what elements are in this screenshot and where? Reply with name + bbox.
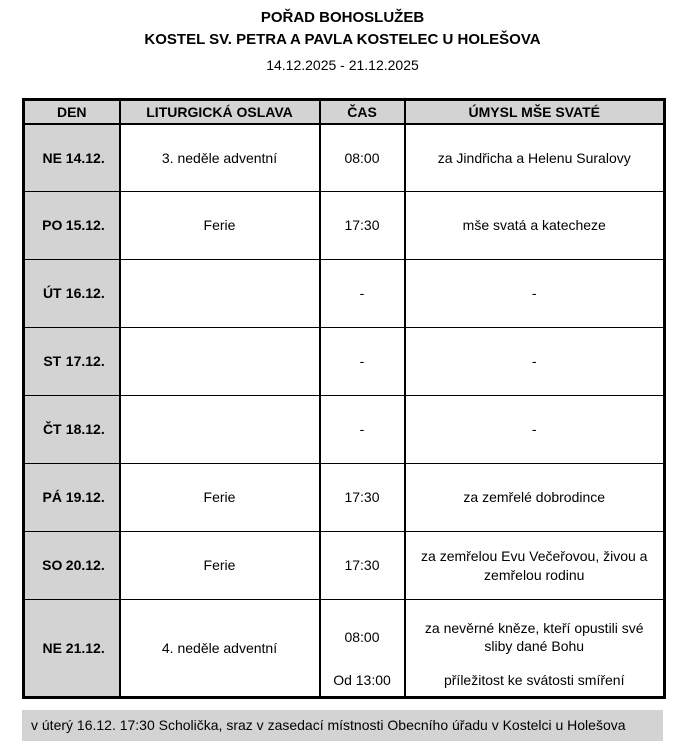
table-row: [24, 464, 665, 532]
day-abbrev: PÁ: [42, 489, 62, 506]
celebration-cell: [120, 260, 320, 328]
day-abbrev: PO: [42, 217, 63, 234]
column-header-day: DEN: [24, 99, 120, 124]
day-date: 14.12.: [65, 149, 105, 166]
time-cell: -: [320, 260, 405, 328]
day-abbrev: NE: [42, 639, 62, 656]
celebration-cell: Ferie: [120, 192, 320, 260]
intention-cell: mše svatá a katecheze: [405, 192, 665, 260]
celebration-cell: Ferie: [120, 464, 320, 532]
day-date: 21.12.: [65, 639, 105, 656]
table-row: [24, 260, 665, 328]
intention-cell: -: [405, 396, 665, 464]
column-header-celebration: LITURGICKÁ OSLAVA: [120, 99, 320, 124]
date-range: 14.12.2025 - 21.12.2025: [266, 56, 419, 73]
day-cell: [24, 192, 120, 260]
time-cell: 17:30: [320, 192, 405, 260]
day-abbrev: ÚT: [42, 285, 62, 302]
intention-primary: za nevěrné kněze, kteří opustili své sliby dané Bohu: [424, 620, 644, 655]
schedule-table: [22, 98, 666, 700]
document-header: [0, 0, 685, 73]
day-abbrev: NE: [42, 149, 62, 166]
celebration-cell: 4. neděle adventní: [120, 600, 320, 698]
column-header-time: ČAS: [320, 99, 405, 124]
time-cell: 17:30: [320, 464, 405, 532]
page-title: POŘAD BOHOSLUŽEB: [260, 9, 425, 26]
time-cell: 08:00: [320, 124, 405, 192]
intention-cell: za zemřelé dobrodince: [405, 464, 665, 532]
day-abbrev: ST: [43, 353, 62, 370]
day-cell: [24, 328, 120, 396]
day-abbrev: SO: [42, 557, 63, 574]
table-row: [24, 328, 665, 396]
column-header-intention: ÚMYSL MŠE SVATÉ: [405, 99, 665, 124]
day-cell: [24, 600, 120, 698]
celebration-cell: 3. neděle adventní: [120, 124, 320, 192]
celebration-cell: [120, 396, 320, 464]
day-cell: [24, 396, 120, 464]
table-header-row: [24, 99, 665, 124]
table-row: [24, 192, 665, 260]
day-date: 20.12.: [65, 557, 105, 574]
day-cell: [24, 464, 120, 532]
time-cell: -: [320, 396, 405, 464]
day-cell: [24, 124, 120, 192]
day-date: 17.12.: [65, 353, 105, 370]
day-cell: [24, 532, 120, 600]
intention-cell: -: [405, 260, 665, 328]
celebration-cell: Ferie: [120, 532, 320, 600]
intention-secondary: příležitost ke svátosti smíření: [443, 671, 625, 688]
day-date: 18.12.: [65, 421, 105, 438]
table-row: [24, 600, 665, 698]
intention-cell: -: [405, 328, 665, 396]
intention-cell: [405, 600, 665, 698]
day-abbrev: ČT: [42, 421, 62, 438]
intention-cell: za Jindřicha a Helenu Suralovy: [405, 124, 665, 192]
day-date: 15.12.: [65, 217, 105, 234]
day-date: 16.12.: [65, 285, 105, 302]
table-row: [24, 124, 665, 192]
time-cell: -: [320, 328, 405, 396]
day-date: 19.12.: [65, 489, 105, 506]
celebration-cell: [120, 328, 320, 396]
church-name: KOSTEL SV. PETRA A PAVLA KOSTELEC U HOLEŠOVA: [144, 30, 541, 48]
day-cell: [24, 260, 120, 328]
time-secondary: Od 13:00: [333, 671, 391, 688]
footer-note: v úterý 16.12. 17:30 Scholička, sraz v zasedací místnosti Obecního úřadu v Kostelci u Holešova: [22, 710, 663, 741]
time-cell: 17:30: [320, 532, 405, 600]
table-row: [24, 396, 665, 464]
table-row: [24, 532, 665, 600]
time-primary: 08:00: [344, 629, 380, 646]
intention-cell: za zemřelou Evu Večeřovou, živou a zemřelou rodinu: [405, 532, 665, 600]
time-cell: [320, 600, 405, 698]
